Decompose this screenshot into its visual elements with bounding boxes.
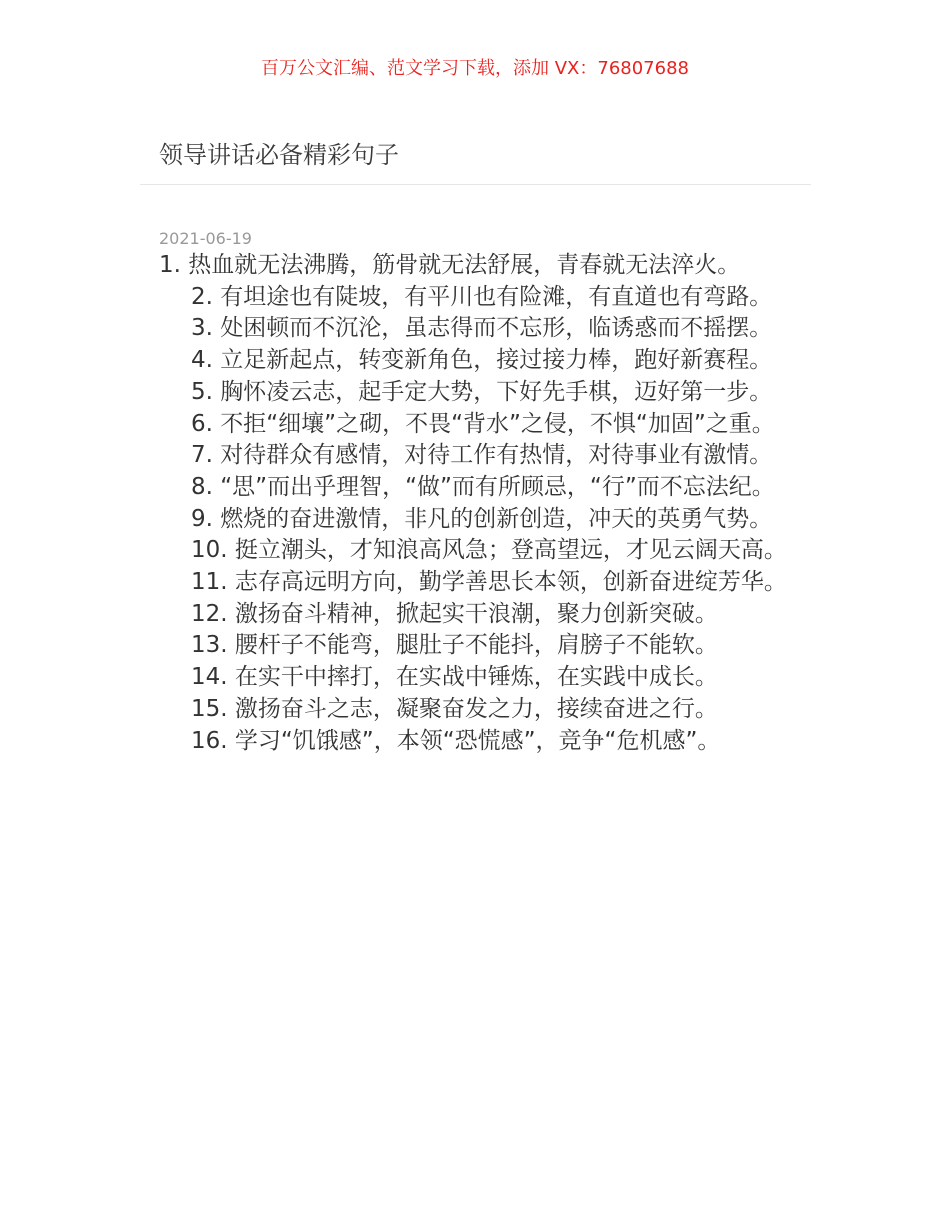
list-item: 5. 胸怀凌云志，起手定大势，下好先手棋，迈好第一步。 (191, 378, 773, 405)
article-body (159, 250, 799, 757)
list-item: 4. 立足新起点，转变新角色，接过接力棒，跑好新赛程。 (191, 347, 773, 374)
article-date: 2021-06-19 (159, 229, 252, 248)
title-divider (140, 184, 811, 185)
list-item: 1. 热血就无法沸腾，筋骨就无法舒展，青春就无法淬火。 (159, 252, 741, 278)
list-item: 11. 志存高远明方向，勤学善思长本领，创新奋进绽芳华。 (191, 569, 787, 596)
list-item: 2. 有坦途也有陡坡，有平川也有险滩，有直道也有弯路。 (191, 283, 773, 310)
list-item: 12. 激扬奋斗精神，掀起实干浪潮，聚力创新突破。 (191, 600, 718, 627)
list-item: 16. 学习“饥饿感”，本领“恐慌感”，竞争“危机感”。 (191, 727, 721, 754)
list-item: 14. 在实干中摔打，在实战中锤炼，在实践中成长。 (191, 664, 718, 691)
list-item: 3. 处困顿而不沉沦，虽志得而不忘形，临诱惑而不摇摆。 (191, 315, 773, 342)
list-item: 10. 挺立潮头，才知浪高风急；登高望远，才见云阔天高。 (191, 537, 787, 564)
article-title: 领导讲话必备精彩句子 (159, 141, 399, 169)
list-item: 6. 不拒“细壤”之砌，不畏“背水”之侵，不惧“加固”之重。 (191, 410, 775, 437)
list-item: 15. 激扬奋斗之志，凝聚奋发之力，接续奋进之行。 (191, 695, 718, 722)
list-item: 7. 对待群众有感情，对待工作有热情，对待事业有激情。 (191, 442, 773, 469)
list-item: 8. “思”而出乎理智，“做”而有所顾忌，“行”而不忘法纪。 (191, 473, 775, 500)
list-item: 9. 燃烧的奋进激情，非凡的创新创造，冲天的英勇气势。 (191, 505, 773, 532)
download-banner: 百万公文汇编、范文学习下载，添加 VX：76807688 (261, 58, 689, 79)
list-item: 13. 腰杆子不能弯，腿肚子不能抖，肩膀子不能软。 (191, 632, 718, 659)
